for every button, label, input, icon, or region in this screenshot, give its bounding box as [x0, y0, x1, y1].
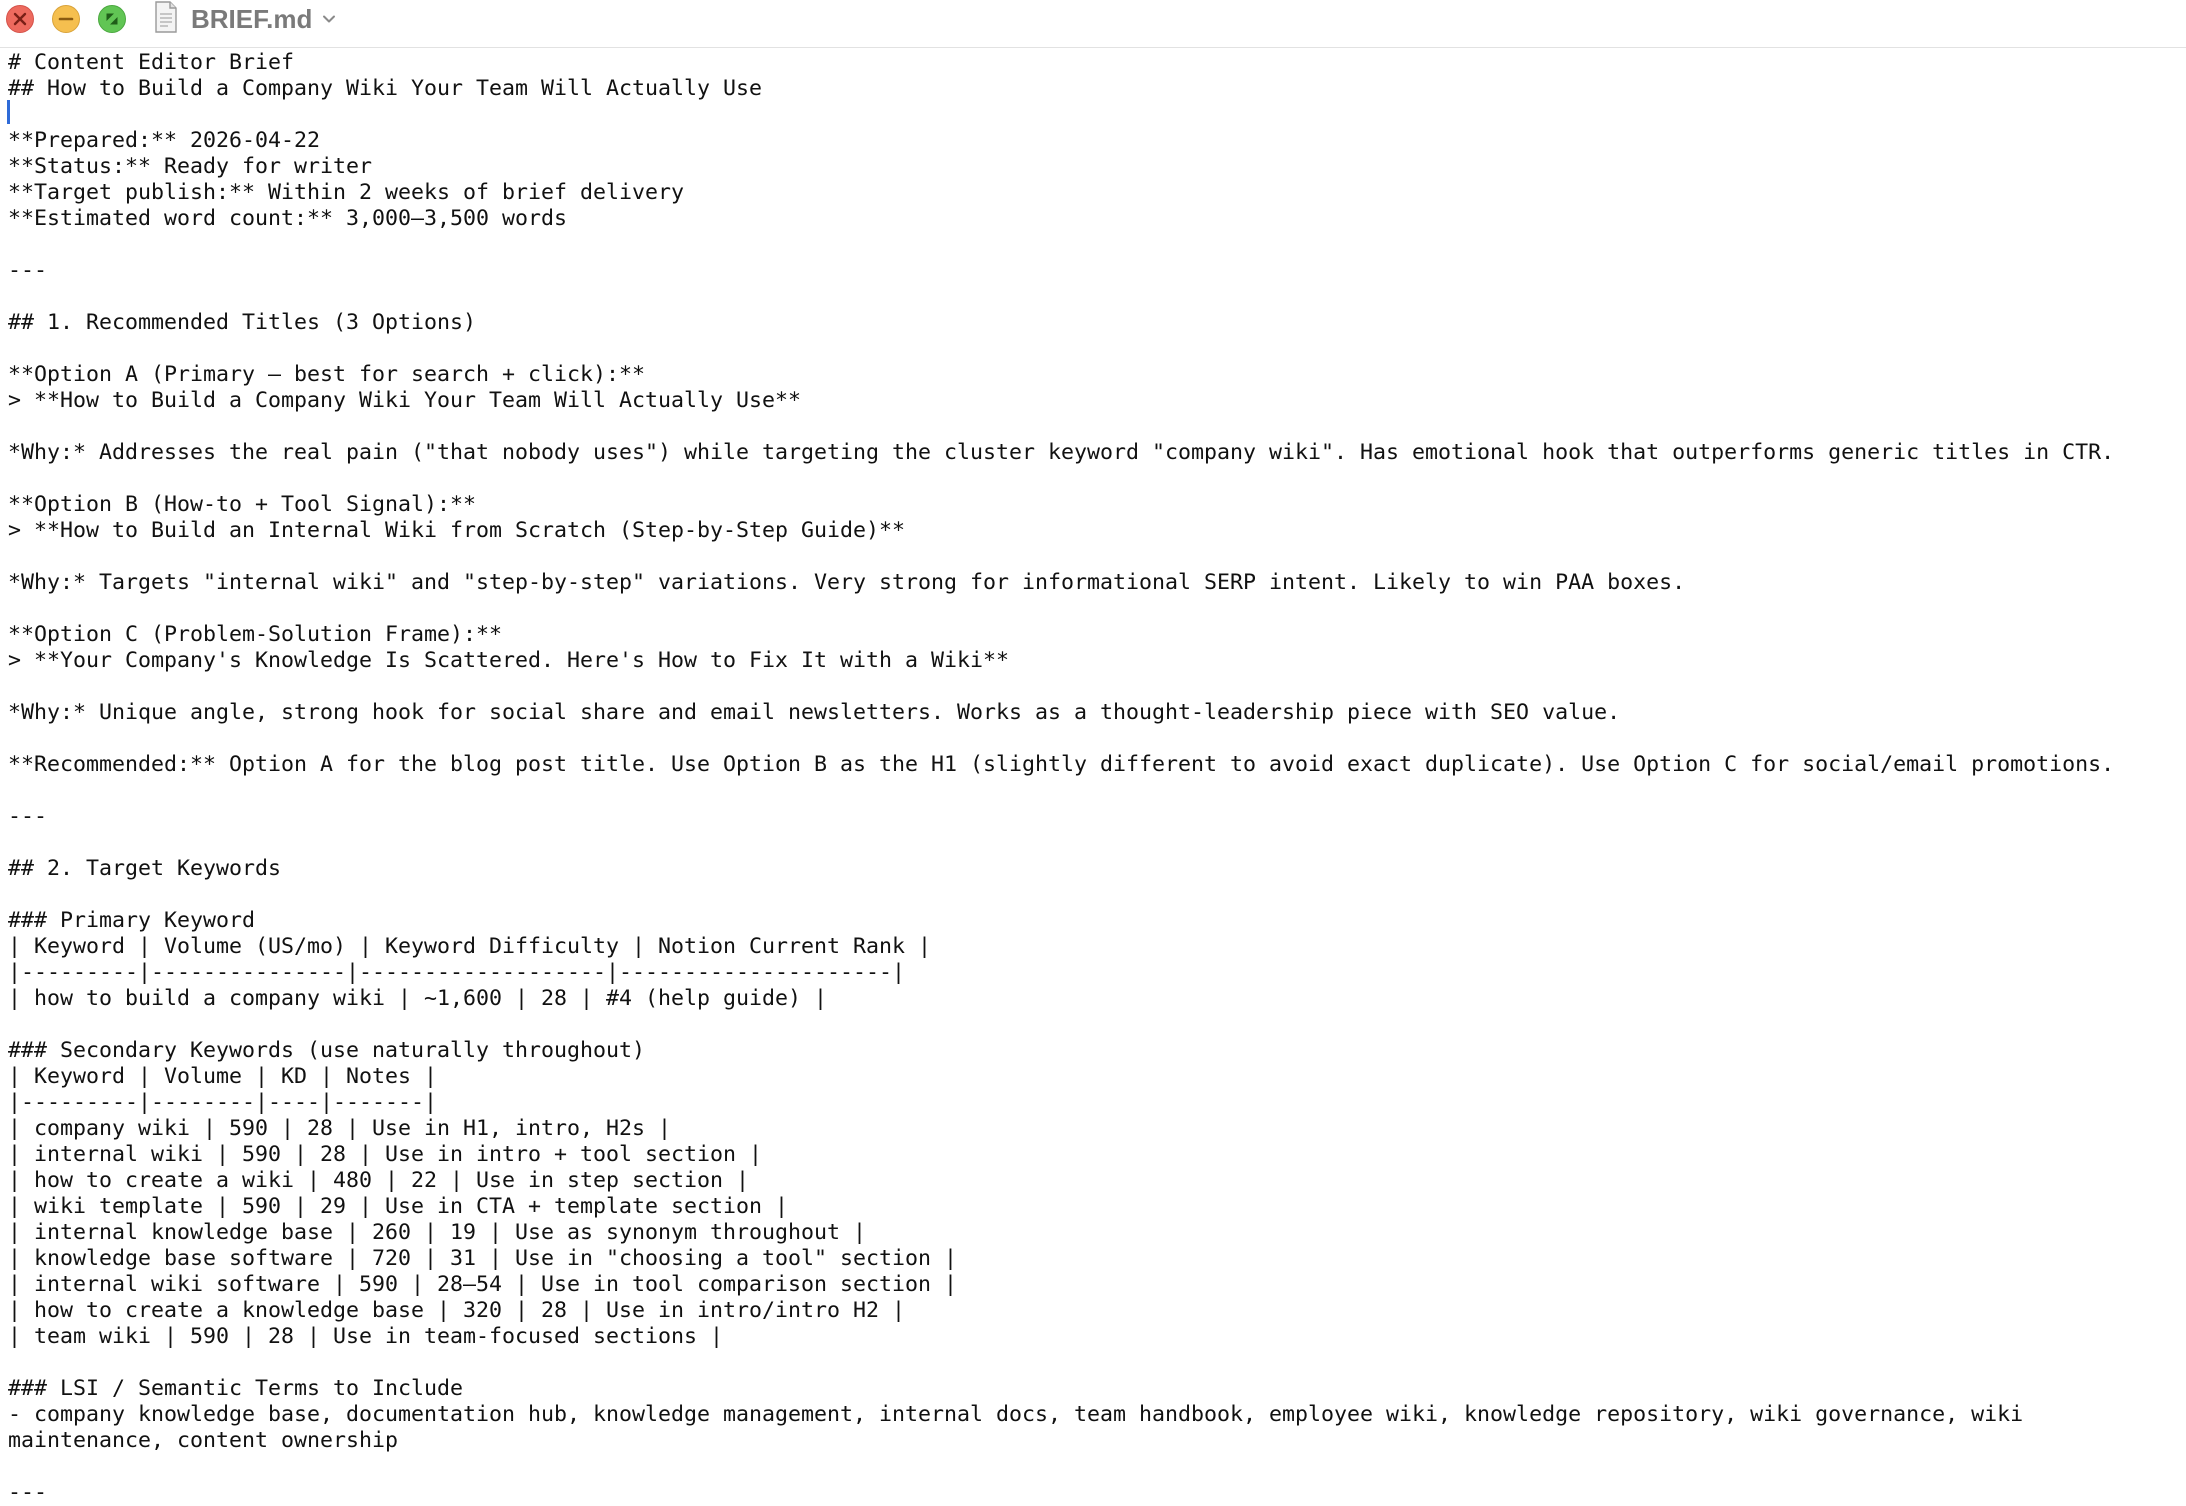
editor-line[interactable]: | Keyword | Volume (US/mo) | Keyword Difficulty | Notion Current Rank |: [8, 934, 932, 959]
zoom-window-button[interactable]: [98, 5, 126, 33]
editor-line[interactable]: [8, 778, 2114, 804]
editor-line[interactable]: [8, 1454, 2114, 1480]
zoom-icon: [99, 6, 125, 32]
editor-line[interactable]: **Option C (Problem-Solution Frame):**: [8, 622, 503, 647]
text-editor[interactable]: [0, 48, 2186, 1506]
editor-line[interactable]: | internal knowledge base | 260 | 19 | Use as synonym throughout |: [8, 1220, 867, 1245]
editor-line[interactable]: [8, 466, 2114, 492]
document-icon: [154, 1, 178, 33]
editor-line[interactable]: [8, 336, 2114, 362]
editor-line[interactable]: [8, 284, 2114, 310]
editor-line[interactable]: **Prepared:** 2026-04-22: [8, 128, 321, 153]
minimize-window-button[interactable]: [52, 5, 80, 33]
title-bar: [0, 0, 2186, 48]
minimize-icon: [53, 6, 79, 32]
editor-line[interactable]: | company wiki | 590 | 28 | Use in H1, intro, H2s |: [8, 1116, 672, 1141]
editor-line[interactable]: [8, 102, 2114, 128]
editor-line[interactable]: *Why:* Unique angle, strong hook for social share and email newsletters. Works as a thought-leadership piece with SEO value.: [8, 700, 1621, 725]
editor-line[interactable]: **Status:** Ready for writer: [8, 154, 373, 179]
editor-line[interactable]: [8, 882, 2114, 908]
close-window-button[interactable]: [6, 5, 34, 33]
editor-line[interactable]: ## 2. Target Keywords: [8, 856, 282, 881]
editor-line[interactable]: |---------|--------|----|-------|: [8, 1090, 438, 1115]
editor-line[interactable]: | team wiki | 590 | 28 | Use in team-focused sections |: [8, 1324, 724, 1349]
document-title[interactable]: BRIEF.md: [191, 4, 313, 34]
editor-line[interactable]: > **How to Build a Company Wiki Your Team Will Actually Use**: [8, 388, 802, 413]
editor-line[interactable]: | Keyword | Volume | KD | Notes |: [8, 1064, 438, 1089]
editor-line[interactable]: ---: [8, 804, 48, 829]
editor-line[interactable]: ## How to Build a Company Wiki Your Team Will Actually Use: [8, 76, 763, 101]
editor-line[interactable]: |---------|---------------|-------------------|---------------------|: [8, 960, 906, 985]
editor-line[interactable]: **Target publish:** Within 2 weeks of brief delivery: [8, 180, 685, 205]
editor-line[interactable]: ### Secondary Keywords (use naturally throughout): [8, 1038, 646, 1063]
editor-line[interactable]: | how to create a wiki | 480 | 22 | Use in step section |: [8, 1168, 750, 1193]
editor-line[interactable]: > **How to Build an Internal Wiki from Scratch (Step-by-Step Guide)**: [8, 518, 906, 543]
editor-line[interactable]: ---: [8, 258, 48, 283]
editor-line[interactable]: # Content Editor Brief: [8, 50, 295, 75]
editor-line[interactable]: *Why:* Targets "internal wiki" and "step-by-step" variations. Very strong for informational SERP intent. Likely to win PAA boxes.: [8, 570, 1686, 595]
editor-line[interactable]: ### LSI / Semantic Terms to Include: [8, 1376, 464, 1401]
editor-line[interactable]: [8, 232, 2114, 258]
editor-line[interactable]: [8, 830, 2114, 856]
editor-line[interactable]: **Recommended:** Option A for the blog post title. Use Option B as the H1 (slightly different to avoid exact duplicate). Use Option C for social/email promotions.: [8, 752, 2115, 777]
editor-line[interactable]: ---: [8, 1480, 48, 1505]
editor-line[interactable]: | how to create a knowledge base | 320 | 28 | Use in intro/intro H2 |: [8, 1298, 906, 1323]
editor-line[interactable]: ### Primary Keyword: [8, 908, 256, 933]
editor-line[interactable]: - company knowledge base, documentation hub, knowledge management, internal docs, team handbook, employee wiki, knowledge repository, wiki governance, wiki: [8, 1402, 2024, 1427]
editor-line[interactable]: [8, 414, 2114, 440]
editor-line[interactable]: **Option A (Primary – best for search + click):**: [8, 362, 646, 387]
chevron-down-icon[interactable]: [321, 11, 337, 27]
editor-line[interactable]: [8, 544, 2114, 570]
editor-line[interactable]: [8, 1012, 2114, 1038]
editor-line[interactable]: | wiki template | 590 | 29 | Use in CTA + template section |: [8, 1194, 789, 1219]
editor-line[interactable]: | internal wiki | 590 | 28 | Use in intro + tool section |: [8, 1142, 763, 1167]
editor-line[interactable]: [8, 674, 2114, 700]
close-icon: [7, 6, 33, 32]
editor-line[interactable]: *Why:* Addresses the real pain ("that nobody uses") while targeting the cluster keyword "company wiki". Has emotional hook that outperforms generic titles in CTR.: [8, 440, 2115, 465]
editor-line[interactable]: | how to build a company wiki | ~1,600 | 28 | #4 (help guide) |: [8, 986, 828, 1011]
editor-line[interactable]: | internal wiki software | 590 | 28–54 | Use in tool comparison section |: [8, 1272, 958, 1297]
editor-line[interactable]: maintenance, content ownership: [8, 1428, 399, 1453]
editor-line[interactable]: [8, 1350, 2114, 1376]
document-content[interactable]: [8, 50, 2114, 1506]
editor-line[interactable]: **Estimated word count:** 3,000–3,500 words: [8, 206, 568, 231]
editor-line[interactable]: [8, 726, 2114, 752]
editor-line[interactable]: | knowledge base software | 720 | 31 | Use in "choosing a tool" section |: [8, 1246, 958, 1271]
editor-line[interactable]: > **Your Company's Knowledge Is Scattered. Here's How to Fix It with a Wiki**: [8, 648, 1010, 673]
editor-line[interactable]: ## 1. Recommended Titles (3 Options): [8, 310, 477, 335]
editor-line[interactable]: **Option B (How-to + Tool Signal):**: [8, 492, 477, 517]
editor-line[interactable]: [8, 596, 2114, 622]
